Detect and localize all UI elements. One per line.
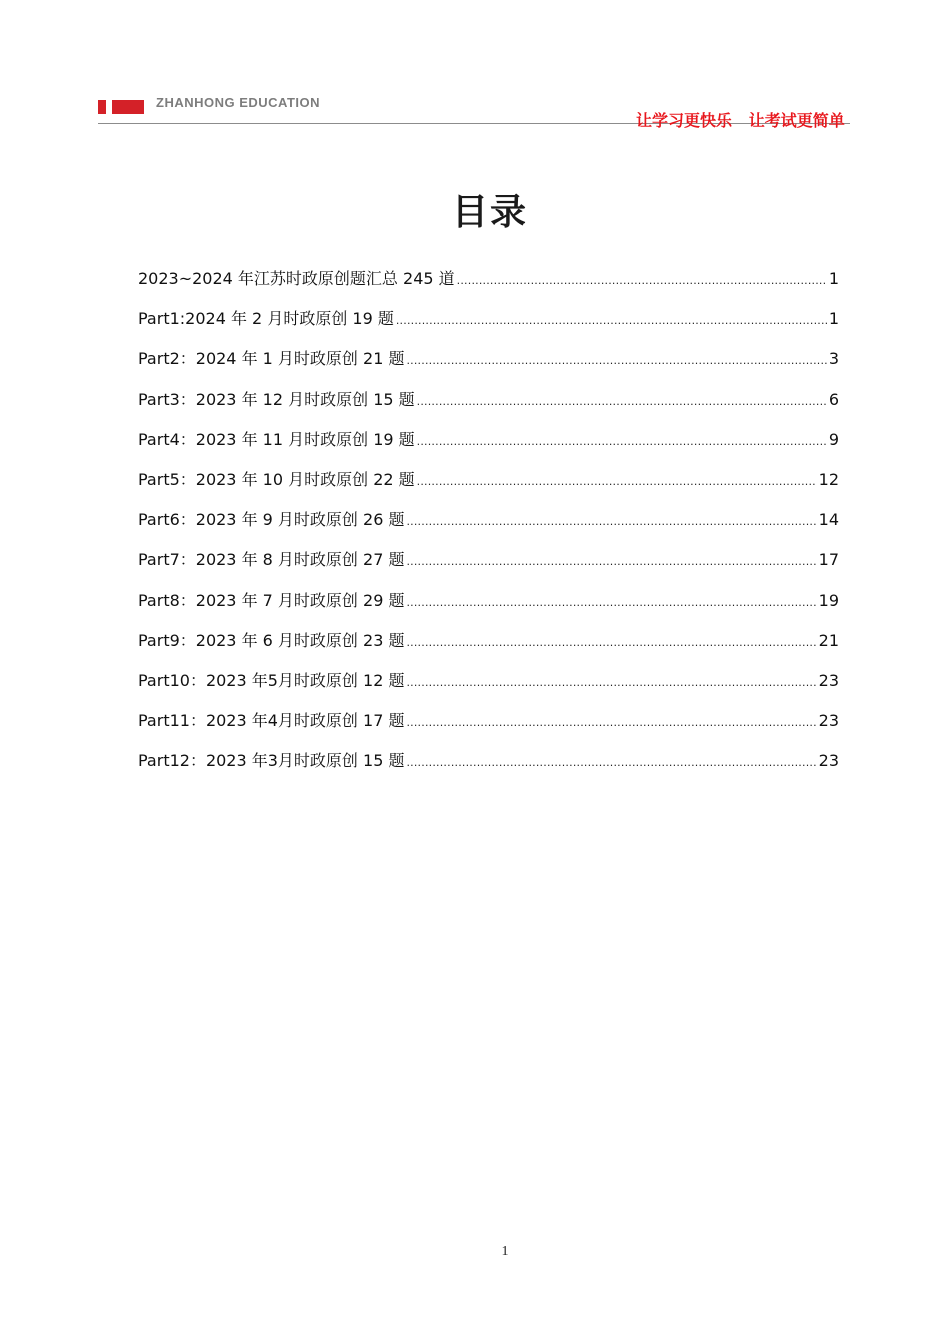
toc-entry-page: 23 — [818, 670, 839, 690]
toc-entry[interactable] — [138, 427, 839, 467]
page-header — [98, 98, 850, 158]
toc-dot-leader — [417, 469, 817, 495]
toc-entry-page: 14 — [818, 510, 839, 530]
toc-entry-page: 12 — [818, 469, 839, 489]
toc-entry-label: 2023~2024 年江苏时政原创题汇总 245 道 — [138, 269, 455, 288]
toc-entry-page: 9 — [828, 429, 839, 449]
toc-entry[interactable] — [138, 628, 839, 668]
toc-entry[interactable] — [138, 507, 839, 547]
brand-logo — [98, 100, 144, 114]
toc-dot-leader — [457, 268, 827, 294]
toc-entry[interactable] — [138, 708, 839, 748]
table-of-contents — [138, 266, 839, 788]
toc-entry[interactable] — [138, 588, 839, 628]
toc-entry-page: 3 — [828, 349, 839, 369]
toc-entry-page: 23 — [818, 751, 839, 771]
toc-entry-page: 19 — [818, 590, 839, 610]
toc-entry[interactable] — [138, 668, 839, 708]
toc-dot-leader — [406, 549, 816, 575]
toc-entry-label: Part5：2023 年 10 月时政原创 22 题 — [138, 469, 415, 489]
toc-dot-leader — [406, 590, 816, 616]
toc-dot-leader — [417, 389, 827, 415]
toc-entry-page: 1 — [828, 269, 839, 288]
toc-entry-label: Part3：2023 年 12 月时政原创 15 题 — [138, 389, 415, 409]
page-number: 1 — [501, 1244, 509, 1259]
toc-dot-leader — [396, 308, 827, 334]
toc-entry[interactable] — [138, 547, 839, 587]
toc-entry-page: 21 — [818, 630, 839, 650]
toc-dot-leader — [406, 670, 816, 696]
toc-dot-leader — [406, 750, 816, 776]
header-slogan: 让学习更快乐 让考试更简单 — [636, 111, 845, 130]
toc-entry-label: Part8：2023 年 7 月时政原创 29 题 — [138, 590, 405, 610]
toc-entry[interactable] — [138, 306, 839, 346]
toc-entry-page: 23 — [818, 711, 839, 731]
toc-dot-leader — [406, 630, 816, 656]
toc-entry[interactable] — [138, 387, 839, 427]
toc-entry-label: Part6：2023 年 9 月时政原创 26 题 — [138, 510, 405, 530]
toc-entry-label: Part2：2024 年 1 月时政原创 21 题 — [138, 349, 405, 369]
toc-entry-label: Part10：2023 年5月时政原创 12 题 — [138, 670, 405, 690]
toc-entry[interactable] — [138, 346, 839, 386]
toc-entry-page: 6 — [828, 389, 839, 409]
toc-entry-page: 1 — [828, 309, 839, 329]
toc-entry-page: 17 — [818, 550, 839, 570]
toc-entry-label: Part11：2023 年4月时政原创 17 题 — [138, 711, 405, 731]
toc-dot-leader — [417, 429, 827, 455]
toc-entry[interactable] — [138, 748, 839, 788]
toc-entry[interactable] — [138, 467, 839, 507]
toc-dot-leader — [406, 348, 826, 374]
toc-entry-label: Part12：2023 年3月时政原创 15 题 — [138, 751, 405, 771]
page-title: 目录 — [451, 192, 528, 233]
toc-entry-label: Part7：2023 年 8 月时政原创 27 题 — [138, 550, 405, 570]
toc-entry-label: Part4：2023 年 11 月时政原创 19 题 — [138, 429, 415, 449]
toc-dot-leader — [406, 710, 816, 736]
toc-dot-leader — [406, 509, 816, 535]
brand-name: ZHANHONG EDUCATION — [156, 98, 321, 110]
toc-entry-label: Part1:2024 年 2 月时政原创 19 题 — [138, 309, 394, 329]
toc-entry[interactable] — [138, 266, 839, 306]
toc-entry-label: Part9：2023 年 6 月时政原创 23 题 — [138, 630, 405, 650]
